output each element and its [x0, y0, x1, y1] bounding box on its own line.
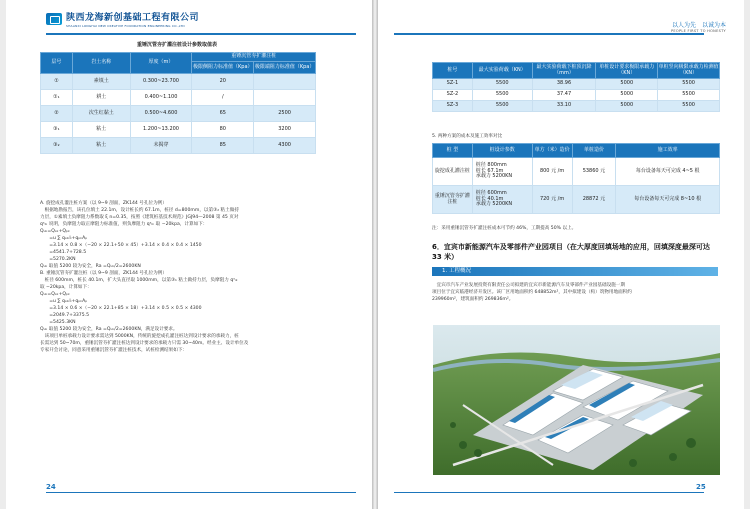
- text-line: =u ∑ qₛᵢₖlᵢ+qₚₖAₚ: [40, 299, 88, 304]
- pile-test-table: [432, 62, 720, 112]
- col-header: 桩号: [433, 63, 473, 79]
- cell-layer: ②: [41, 106, 73, 122]
- cell: SZ-2: [433, 90, 473, 101]
- body-text: [40, 200, 248, 354]
- col-header-thickness: 厚度（m）: [130, 53, 192, 74]
- cell-efficiency: 每台设备每天可完成 4~5 根: [616, 158, 720, 186]
- text-line: Qᵤₖ 取值 5200 较为安全，Ra =Qᵤₖ/2=2600KN，满足设计要求。: [40, 327, 178, 332]
- cell: 5500: [472, 101, 532, 112]
- cell-side: /: [192, 90, 254, 106]
- cell-params: [472, 158, 532, 186]
- cell-side: 80: [192, 122, 254, 138]
- table-title: 重锤沉管夯扩灌注桩设计参数取值表: [136, 42, 217, 48]
- cell-soil: 粘土: [72, 122, 130, 138]
- cell-soil: 耕土: [72, 90, 130, 106]
- text-line: =5270.2KN: [40, 257, 76, 262]
- cell-pile-cost: 53860 元: [572, 158, 616, 186]
- text-line: 长需达到 50~70m，重锤沉管夯扩灌注桩达到设计要求的承载力只需 30~40m。经业主、设计单位及: [40, 341, 249, 346]
- cell: 5500: [472, 90, 532, 101]
- table-row: [41, 122, 316, 138]
- cell-layer: ③₁: [41, 122, 73, 138]
- cell-efficiency: 每台设备每天可完成 8~10 根: [616, 186, 720, 214]
- table-row: [433, 101, 720, 112]
- cell-soil: 素填土: [72, 74, 130, 90]
- cell-thickness: 未揭穿: [130, 138, 192, 154]
- text-line: =3.14 × 0.6 ×（−20 × 22.1+85 × 18）+3.14 × 0.5 × 0.5 × 4300: [40, 306, 202, 311]
- header-rule: [394, 33, 704, 35]
- cell: SZ-3: [433, 101, 473, 112]
- text-line: =2049.7+3375.5: [40, 313, 90, 318]
- table-row: [41, 138, 316, 154]
- company-logo: [46, 10, 199, 28]
- cell: 5000: [596, 90, 658, 101]
- text-line: 项目位于宜宾临港经济开发区。该厂区用地面积约 648852m²，其中拟建设（构）筑物用地面积约: [432, 290, 632, 295]
- cell-soil: 次生红黏土: [72, 106, 130, 122]
- header-rule: [46, 33, 356, 35]
- footer-rule: [46, 492, 356, 493]
- text-line: =3.14 × 0.8 ×（−20 × 22.1+50 × 45）+3.14 × 0.4 × 0.4 × 1450: [40, 243, 202, 248]
- cell-side: 20: [192, 74, 254, 90]
- table-row: [41, 106, 316, 122]
- col-header: 单桩设计要求极限承载力（KN）: [596, 63, 658, 79]
- text-line: A. 旋挖成孔灌注桩方案（以 9~9 剖面，ZK144 号孔位为例）: [40, 201, 167, 206]
- col-header-end-resistance: 极限端阻力标准值（Kpa）: [254, 62, 316, 74]
- cost-comparison-table: [432, 143, 720, 214]
- cell-end: 4300: [254, 138, 316, 154]
- cell: 5500: [658, 79, 720, 90]
- cell: 38.96: [532, 79, 596, 90]
- text-line: 根据地勘报告，该孔位填土 22.1m，设计桩长约 67.1m，桩径 d=800mm，以第③₂ 粘土做持: [40, 208, 239, 213]
- page-number: 25: [696, 483, 706, 491]
- col-header: 施工效率: [616, 144, 720, 158]
- cell: 5500: [658, 101, 720, 112]
- text-line: =4541.7+728.5: [40, 250, 87, 255]
- cell: SZ-1: [433, 79, 473, 90]
- comparison-caption: 5. 两种方案的成本及施工效率对比: [432, 134, 503, 139]
- logo-subtitle: SHAANXI LONGHAI NEW CREATIVE FOUNDATION ENGINEERING CO.,LTD: [66, 24, 185, 28]
- cell-layer: ①₁: [41, 90, 73, 106]
- text-line: Qᵤₖ 取值 5200 较为安全，Ra =Qᵤₖ/2=2600KN: [40, 264, 141, 269]
- cell: 37.47: [532, 90, 596, 101]
- slogan-en: PEOPLE FIRST TO HONESTY: [670, 29, 726, 33]
- col-header: 最大实验荷载下桩顶沉降（mm）: [532, 63, 596, 79]
- cell: 5500: [658, 90, 720, 101]
- note-text: 注：采用重锤沉管夯扩灌注桩成本可节约 46%，工期提高 50% 以上。: [432, 226, 577, 231]
- cell-thickness: 0.300~23.700: [130, 74, 192, 90]
- text-line: 宜宾市汽车产业发展投资有限责任公司拟建的宜宾市新能源汽车及零部件产业园基础设施一期: [432, 283, 625, 288]
- cell-end: 3200: [254, 122, 316, 138]
- logo-name: 陕西龙海新创基础工程有限公司: [66, 13, 200, 23]
- col-header-group: 重锤沉管夯扩灌注桩: [192, 53, 316, 62]
- text-line: =u ∑ qₛᵢₖlᵢ+qₚₖAₚ: [40, 236, 88, 241]
- cell: 5000: [596, 101, 658, 112]
- cell: 5500: [472, 79, 532, 90]
- cell-thickness: 0.500~4.600: [130, 106, 192, 122]
- text-line: 239960m²，建筑面积约 269836m²。: [432, 297, 514, 302]
- aerial-rendering-image: [433, 325, 720, 475]
- text-line: =5425.3KN: [40, 320, 76, 325]
- cost-note: [432, 225, 576, 232]
- slogan: [671, 20, 726, 33]
- text-line: Qᵤₖ=Qₛₖ+Qₚₖ: [40, 292, 70, 297]
- col-header: 单桩竖向极限承载力检测值（KN）: [658, 63, 720, 79]
- table-row: [433, 186, 720, 214]
- param-line: 桩长 40.1m: [475, 195, 504, 202]
- cell: 33.10: [532, 101, 596, 112]
- cell-pile-cost: 28872 元: [572, 186, 616, 214]
- cell-layer: ①: [41, 74, 73, 90]
- col-header-soil: 岩土名称: [72, 53, 130, 74]
- page-number: 24: [46, 483, 56, 491]
- right-page: [378, 0, 744, 509]
- cell-end: [254, 74, 316, 90]
- text-line: qˢᵢₖ 说明，负摩阻力取正摩阻力标准值，则负摩阻力 qˢᵢₖ 取 −20kpa，计算如下：: [40, 222, 208, 227]
- design-params-table: [40, 52, 316, 154]
- param-line: 桩长 67.1m: [475, 167, 504, 174]
- table-row: [433, 158, 720, 186]
- param-line: 桩径 800mm: [475, 161, 507, 168]
- cell-unit-cost: 800 元 /m: [532, 158, 572, 186]
- param-line: 桩径 600mm: [475, 189, 507, 196]
- cell-unit-cost: 720 元 /m: [532, 186, 572, 214]
- text-line: Qᵤₖ=Qₛₖ+Qₚₖ: [40, 229, 70, 234]
- cell-thickness: 0.400~1.100: [130, 90, 192, 106]
- param-line: 承载力 5200KN: [475, 173, 513, 180]
- col-header: 单方（米）造价: [532, 144, 572, 158]
- param-line: 承载力 5200KN: [475, 201, 513, 208]
- left-page: [6, 0, 372, 509]
- text-line: 桩径 600mm，桩长 40.1m，扩大头直径取 1000mm，以第③₁ 粘土做持力层，负摩阻力 qˢᵢₖ: [40, 278, 238, 283]
- cell-end: 2500: [254, 106, 316, 122]
- industrial-park-illustration: [433, 325, 720, 475]
- table-row: [433, 79, 720, 90]
- table-row: [41, 90, 316, 106]
- col-header: 单桩造价: [572, 144, 616, 158]
- cell-end: [254, 90, 316, 106]
- logo-icon: [46, 13, 62, 25]
- slogan-cn: 以人为先 以诚为本: [671, 22, 726, 29]
- cell-soil: 粘土: [72, 138, 130, 154]
- table-row: [433, 90, 720, 101]
- col-header: 桩设计参数: [472, 144, 532, 158]
- cell-pile-type: 重锤沉管夯扩灌注桩: [433, 186, 473, 214]
- cell-layer: ③₂: [41, 138, 73, 154]
- project-overview-text: [432, 282, 632, 303]
- cell-thickness: 1.200~13.200: [130, 122, 192, 138]
- cell: 5000: [596, 79, 658, 90]
- text-line: B. 重锤沉管夯扩灌注桩（以 9~9 剖面，ZK144 号孔位为例）: [40, 271, 167, 276]
- col-header-layer: 层号: [41, 53, 73, 74]
- text-line: 取 −20kpa，计算如下：: [40, 285, 92, 290]
- text-line: 专家开会讨论，同意采用重锤沉管夯扩灌注桩技术，试桩检测结果如下：: [40, 348, 188, 353]
- cell-side: 65: [192, 106, 254, 122]
- table-row: [41, 74, 316, 90]
- subsection-bar: 1. 工程概况: [432, 267, 718, 276]
- footer-rule: [394, 492, 704, 493]
- text-line: 该项目单桩承载力设计要求需达到 5000KN，传统的旋挖成孔灌注桩达到设计要求的承载力，桩: [40, 334, 239, 339]
- cell-pile-type: 旋挖成孔灌注桩: [433, 158, 473, 186]
- col-header-side-resistance: 极限侧阻力标准值（Kpa）: [192, 62, 254, 74]
- col-header: 桩 型: [433, 144, 473, 158]
- cell-params: [472, 186, 532, 214]
- text-line: 力层，①素填土负摩阻力系数取 ξ n=0.35，按照《建筑桩基技术规范》JGJ94—2008 第 45 页对: [40, 215, 239, 220]
- cell-side: 85: [192, 138, 254, 154]
- section-heading: 6．宜宾市新能源汽车及零部件产业园项目（在大厚度回填场地的应用，回填深度最深可达 33 米）: [432, 243, 710, 261]
- col-header: 最大实验荷载（KN）: [472, 63, 532, 79]
